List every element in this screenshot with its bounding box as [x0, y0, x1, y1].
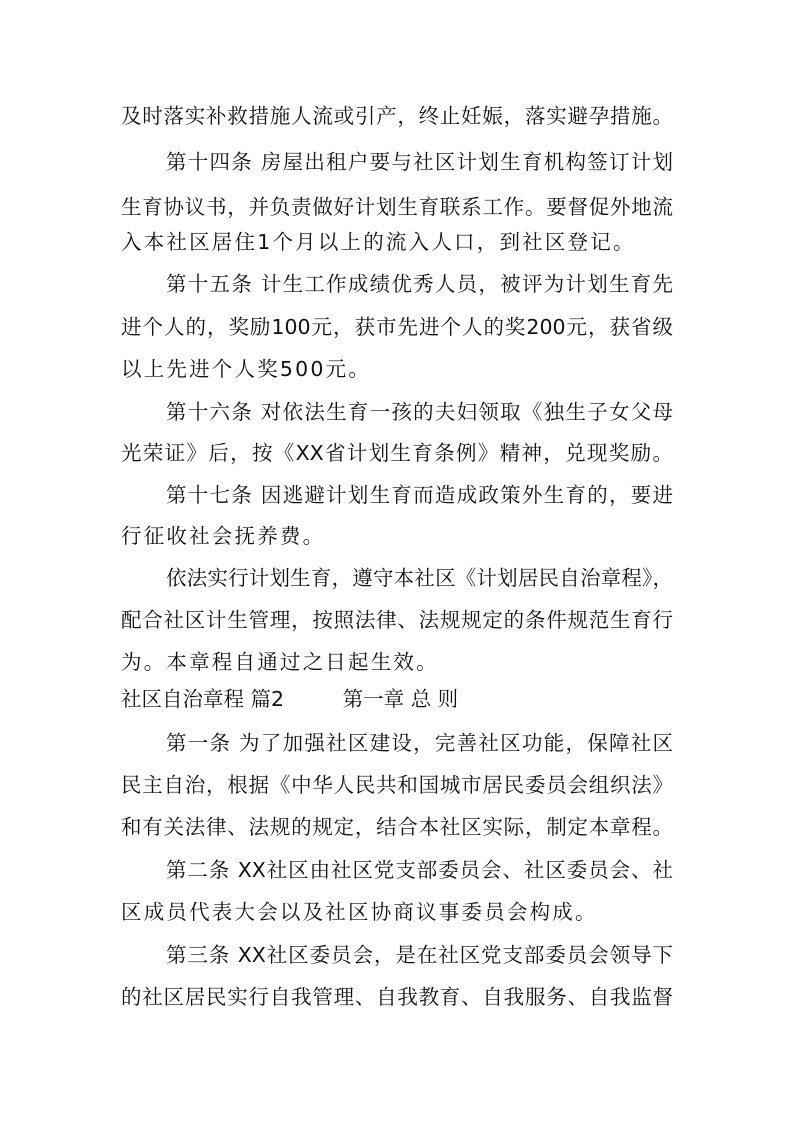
- text-line: 依法实行计划生育，遵守本社区《计划居民自治章程》，: [166, 566, 673, 590]
- text-line: 进个人的，奖励100元，获市先进个人的奖200元，获省级: [121, 315, 673, 339]
- text-line: 及时落实补救措施人流或引产，终止妊娠，落实避孕措施。: [121, 104, 673, 128]
- text-line: 民主自治，根据《中华人民共和国城市居民委员会组织法》: [121, 773, 673, 797]
- text-line: 和有关法律、法规的规定，结合本社区实际，制定本章程。: [121, 815, 673, 839]
- text-line: 第十六条 对依法生育一孩的夫妇领取《独生子女父母: [166, 400, 673, 424]
- section-heading: [121, 685, 458, 713]
- text-line: 第十四条 房屋出租户要与社区计划生育机构签订计划: [166, 150, 673, 174]
- text-line: 配合社区计生管理，按照法律、法规规定的条件规范生育行: [121, 608, 673, 632]
- text-line: 第三条 XX社区委员会，是在社区党支部委员会领导下: [166, 943, 673, 967]
- text-line: 行征收社会抚养费。: [121, 524, 326, 548]
- text-line: 第二条 XX社区由社区党支部委员会、社区委员会、社: [166, 858, 673, 882]
- text-line: 入本社区居住1个月以上的流入人口，到社区登记。: [121, 230, 636, 254]
- heading-title: 社区自治章程 篇2: [121, 687, 285, 711]
- text-line: 的社区居民实行自我管理、自我教育、自我服务、自我监督: [121, 985, 673, 1009]
- text-line: 第十七条 因逃避计划生育而造成政策外生育的，要进: [166, 483, 673, 507]
- text-line: 为。本章程自通过之日起生效。: [121, 650, 439, 674]
- text-line: 区成员代表大会以及社区协商议事委员会构成。: [121, 900, 598, 924]
- text-line: 以上先进个人奖500元。: [121, 357, 372, 381]
- chapter-title: 第一章 总 则: [342, 687, 459, 711]
- text-line: 第十五条 计生工作成绩优秀人员，被评为计划生育先: [166, 272, 673, 296]
- text-line: 生育协议书，并负责做好计划生育联系工作。要督促外地流: [121, 195, 673, 219]
- text-line: 光荣证》后，按《XX省计划生育条例》精神，兑现奖励。: [121, 441, 673, 465]
- text-line: 第一条 为了加强社区建设，完善社区功能，保障社区: [166, 731, 673, 755]
